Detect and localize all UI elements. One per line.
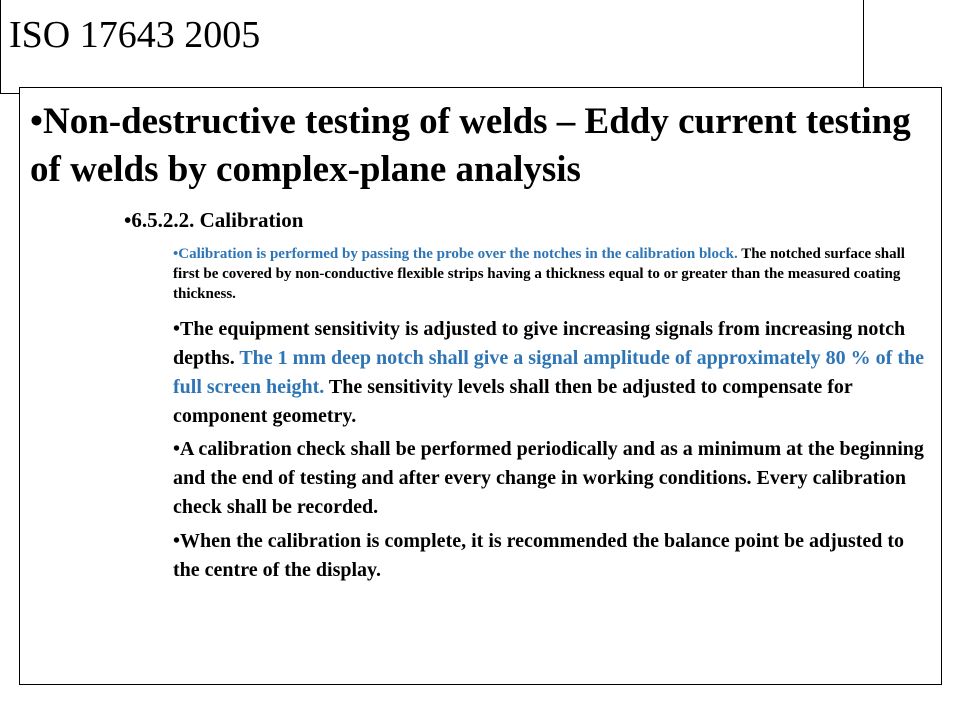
paragraph-text: When the calibration is complete, it is recommended the balance point be adjusted to the centre of the display.: [173, 530, 905, 581]
paragraph-text: The notched surface shall first be covered by non-conductive flexible strips having a thickness equal to or greater than the measured coating thickness.: [173, 246, 905, 302]
paragraph-text: The sensitivity levels shall then be adjusted to compensate for component geometry.: [173, 376, 853, 427]
bullet: •: [173, 318, 181, 340]
highlighted-text: Calibration is performed by passing the probe over the notches in the calibration block.: [178, 246, 738, 262]
bullet: •: [173, 438, 181, 460]
section-heading: [124, 206, 303, 234]
title-box: [0, 0, 864, 94]
bullet: •: [30, 101, 43, 142]
slide-title: ISO 17643 2005: [9, 14, 261, 56]
bullet: •: [173, 246, 179, 262]
main-heading: [30, 98, 935, 194]
bullet: •: [173, 530, 181, 552]
section-heading-text: 6.5.2.2. Calibration: [131, 208, 304, 232]
bullet: •: [124, 208, 132, 232]
content-box: [19, 87, 942, 685]
heading-text: Non-destructive testing of welds – Eddy current testing of welds by complex-plane analysis: [30, 101, 911, 190]
paragraph-balance-point: [173, 527, 935, 585]
paragraph-text: The equipment sensitivity is adjusted to give increasing signals from increasing notch depths.: [173, 318, 906, 369]
paragraph-calibration-procedure: [173, 244, 935, 304]
paragraph-calibration-check: [173, 435, 935, 522]
paragraph-sensitivity: [173, 315, 935, 431]
highlighted-text: The 1 mm deep notch shall give a signal amplitude of approximately 80 % of the full screen height.: [173, 347, 924, 398]
paragraph-text: A calibration check shall be performed periodically and as a minimum at the beginning and the end of testing and after every change in working conditions. Every calibration check shall be recorded.: [173, 438, 924, 518]
